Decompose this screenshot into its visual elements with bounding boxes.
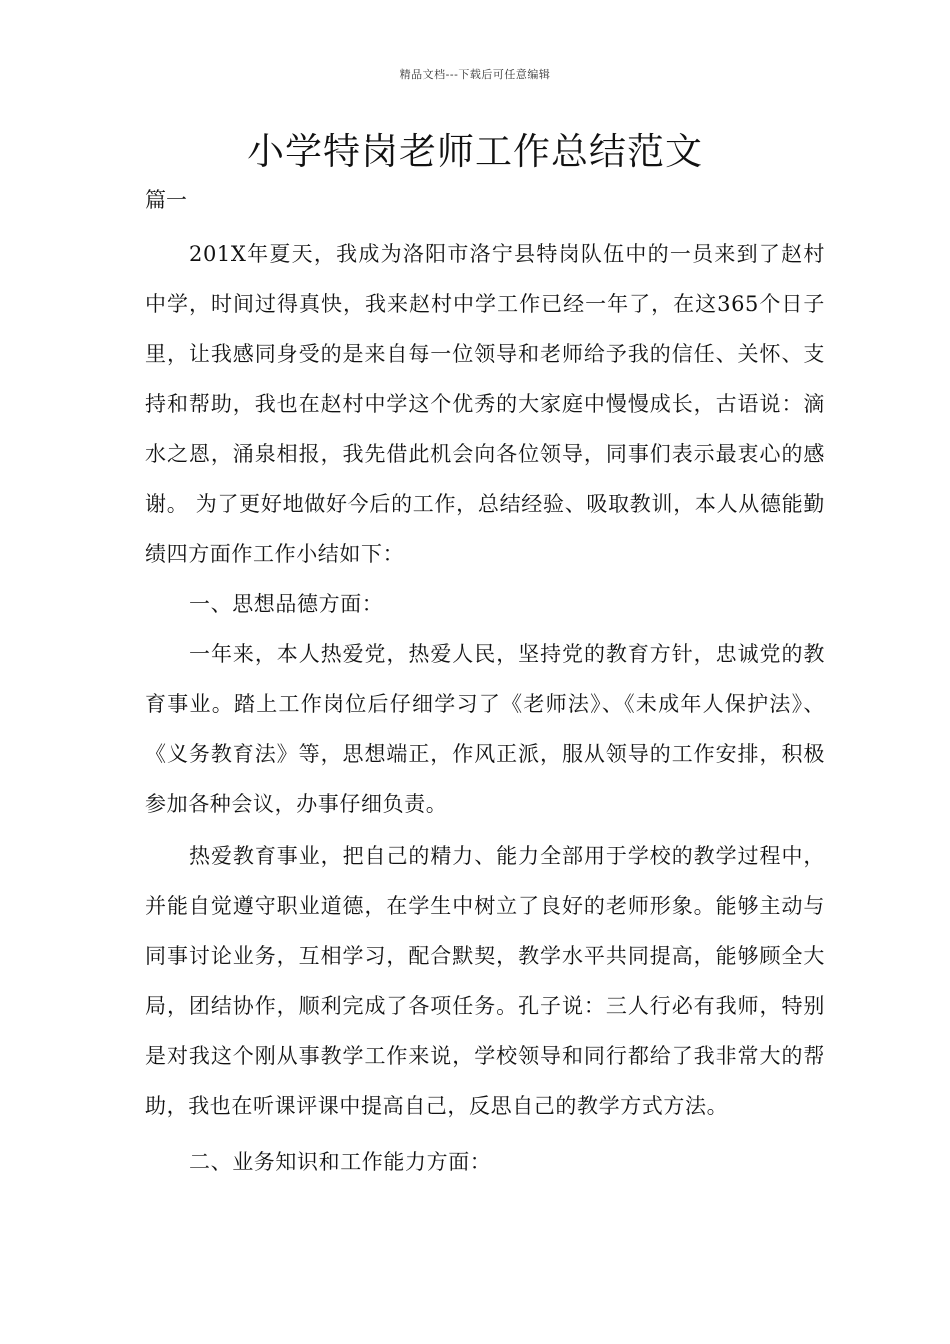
paragraph-dedication: 热爱教育事业，把自己的精力、能力全部用于学校的教学过程中，并能自觉遵守职业道德，在学生中树立了良好的老师形象。能够主动与同事讨论业务，互相学习，配合默契，教学水平共同提高，能够顾全大局，团结协作，顺利完成了各项任务。孔子说：三人行必有我师，特别是对我这个刚从事教学工作来说，学校领导和同行都给了我非常大的帮助，我也在听课评课中提高自己，反思自己的教学方式方法。 (145, 844, 825, 1118)
heading-morality: 一、思想品德方面： (189, 592, 384, 616)
body-text (145, 229, 825, 1187)
paragraph-intro: 201X年夏天，我成为洛阳市洛宁县特岗队伍中的一员来到了赵村中学，时间过得真快，我来赵村中学工作已经一年了，在这365个日子里，让我感同身受的是来自每一位领导和老师给予我的信任、关怀、支持和帮助，我也在赵村中学这个优秀的大家庭中慢慢成长，古语说：滴水之恩，涌泉相报，我先借此机会向各位领导，同事们表示最衷心的感谢。 为了更好地做好今后的工作，总结经验、吸取教训，本人从德能勤绩四方面作工作小结如下： (145, 242, 825, 566)
document-title: 小学特岗老师工作总结范文 (247, 130, 703, 173)
paragraph-morality: 一年来，本人热爱党，热爱人民，坚持党的教育方针，忠诚党的教育事业。踏上工作岗位后仔细学习了《老师法》、《未成年人保护法》、《义务教育法》等，思想端正，作风正派，服从领导的工作安排，积极参加各种会议，办事仔细负责。 (145, 642, 825, 816)
heading-professional: 二、业务知识和工作能力方面： (189, 1150, 492, 1174)
section-label: 篇一 (145, 188, 187, 212)
header-note: 精品文档---下载后可任意编辑 (399, 68, 551, 81)
